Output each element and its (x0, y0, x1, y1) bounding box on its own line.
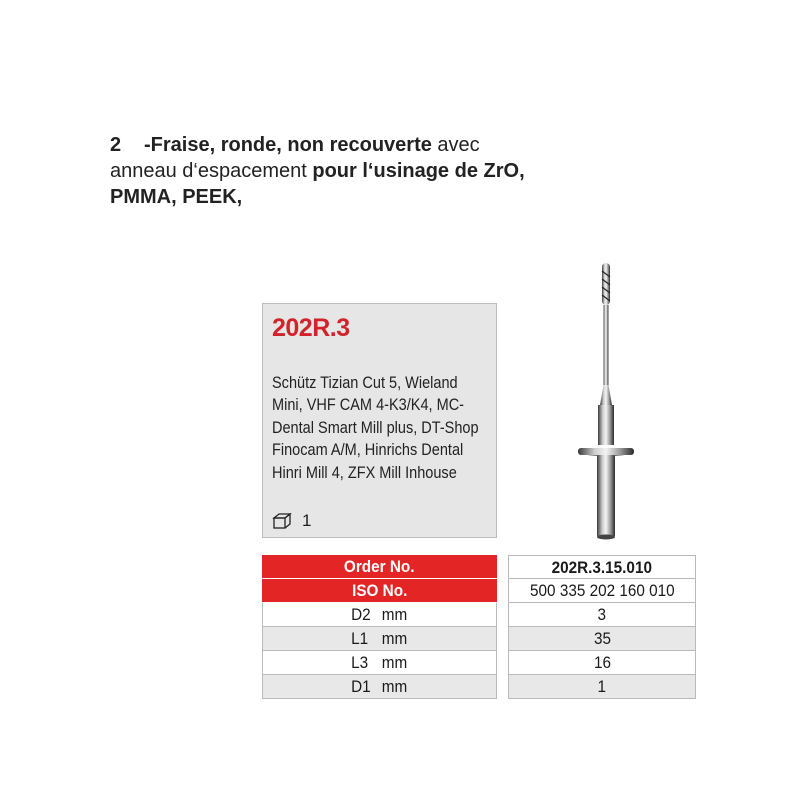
heading-bold-usage: pour l‘usinage de ZrO, PMMA, PEEK, (110, 160, 525, 208)
spec-table-values (508, 555, 696, 699)
iso-no-label: ISO No. (262, 579, 497, 603)
l3-value: 16 (508, 651, 696, 675)
dimension-row-d1: D1 mm (262, 675, 497, 699)
spec-table-labels (262, 555, 497, 699)
order-no-label: Order No. (262, 555, 497, 579)
heading-number: 2 (110, 134, 122, 156)
pack-quantity (272, 511, 311, 531)
dimension-row-l1: L1 mm (262, 627, 497, 651)
heading-normal-text: avec anneau d‘espacement (110, 134, 480, 182)
d1-value: 1 (508, 675, 696, 699)
compatibility-text: Schütz Tizian Cut 5, Wieland Mini, VHF CAM 4-K3/K4, MC-Dental Smart Mill plus, DT-Shop Finocam A/M, Hinrichs Dental Hinri Mill 4, ZFX Mill Inhouse (272, 374, 479, 482)
product-heading (110, 132, 550, 210)
pack-quantity-value: 1 (302, 511, 312, 530)
l1-value: 35 (508, 627, 696, 651)
product-code: 202R.3 (272, 314, 350, 342)
dimension-row-d2: D2 mm (262, 603, 497, 627)
d2-value: 3 (508, 603, 696, 627)
heading-bold-title: -Fraise, ronde, non recouverte (144, 134, 432, 156)
order-no-value: 202R.3.15.010 (508, 555, 696, 579)
milling-bur-image (560, 255, 650, 545)
product-info-box (262, 303, 497, 538)
iso-no-value: 500 335 202 160 010 (508, 579, 696, 603)
dimension-row-l3: L3 mm (262, 651, 497, 675)
box-icon (272, 513, 292, 529)
